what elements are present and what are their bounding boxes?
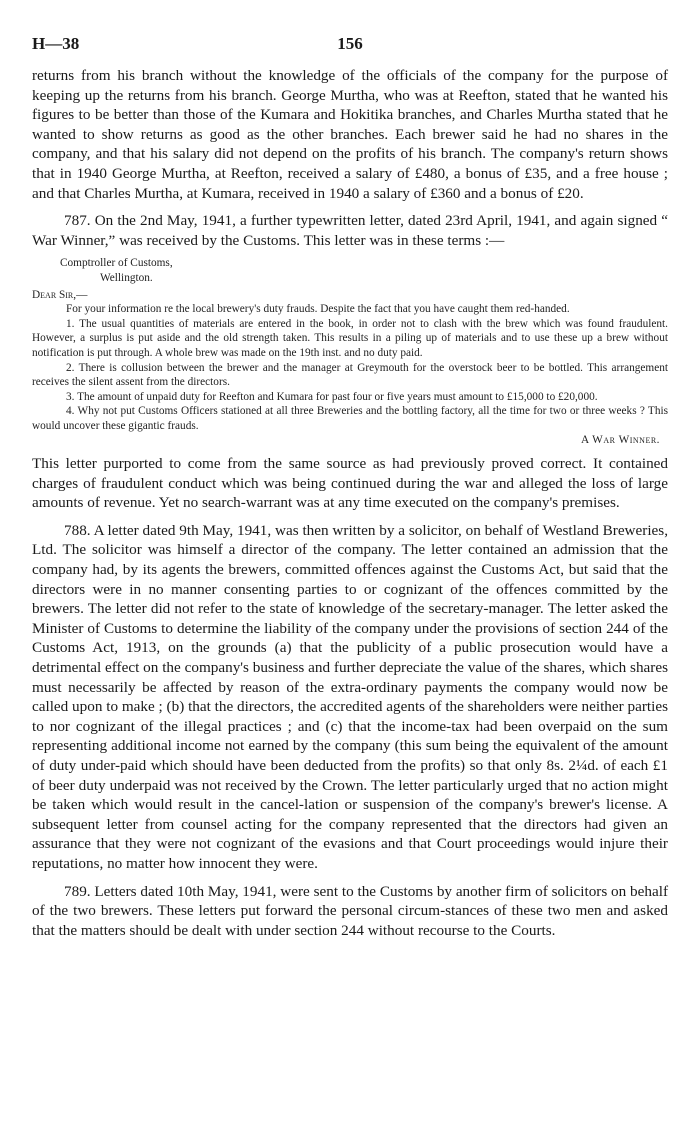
paragraph-787: 787. On the 2nd May, 1941, a further typewritten letter, dated 23rd April, 1941, and again signed “ War Winner,” was received by the Customs. This letter was in these terms :— [32,212,668,249]
letter-intro: For your information re the local brewery's duty frauds. Despite the fact that you have caught them red-handed. [66,303,570,316]
letter-item-4: 4. Why not put Customs Officers stationed at all three Breweries and the bottling factory, all the time for two or three weeks ? This would uncover these gigantic frauds. [32,405,668,432]
letter-item-1: 1. The usual quantities of materials are entered in the book, in order not to clash with the brew which was found fraudulent. However, a surplus is put aside and the old strength taken. This results in a piling up of materials and to use these up a brew without notification is put through. A whole brew was made on the 19th inst. and no duty paid. [32,317,668,359]
letter-addressee: Comptroller of Customs, [60,257,173,270]
paragraph-continued: returns from his branch without the knowledge of the officials of the company for the purpose of keeping up the returns from his branch. George Murtha, who was at Reefton, stated that he wanted his figures to be better than those of the Kumara and Hokitika branches, and Charles Murtha stated that he wanted to show returns as good as the other branches. Each brewer said he had no shares in the company, and that his salary did not depend on the profits of his branch. The company's return shows that in 1940 George Murtha, at Reefton, received a salary of £480, a bonus of £35, and a free house ; and that Charles Murtha, at Kumara, received in 1940 a salary of £360 and a bonus of £20. [32,67,668,202]
letter-signature: A War Winner. [581,434,660,447]
letter-salutation: Dear Sir,— [32,288,88,301]
paragraph-788: 788. A letter dated 9th May, 1941, was then written by a solicitor, on behalf of Westland Breweries, Ltd. The solicitor was himself a director of the company. The letter contained an admission that the company had, by its agents the brewers, committed offences against the Customs Act, but said that the directors were in no manner consenting parties to or cognizant of the offences committed by the brewers. The letter did not refer to the state of knowledge of the secretary-manager. The letter asked the Minister of Customs to determine the liability of the company under the provisions of section 244 of the Customs Act, 1913, on the grounds (a) that the publicity of a public prosecution would have a detrimental effect on the company's business and further depreciate the value of the shares, which shares must necessarily be affected by reason of the extra-ordinary payments the company would now be called upon to make ; (b) that the directors, the accredited agents of the shareholders were neither parties to nor cognizant of the illegal practices ; and (c) that the income-tax had been overpaid on the sum representing additional income not earned by the company (this sum being the equivalent of the amount of duty under-paid which should have been deducted from the profits) so that only 8s. 2¼d. of each £1 of beer duty underpaid was not received by the Crown. The letter particularly urged that no action might be taken which would result in the cancel-lation or suspension of the company's brewer's license. A subsequent letter from counsel acting for the company represented that the directors had given an assurance that they were not cognizant of the evasions and that Court proceedings would injure their reputations, no matter how innocent they were. [32,521,668,872]
quoted-letter [32,256,668,448]
paragraph-789: 789. Letters dated 10th May, 1941, were sent to the Customs by another firm of solicitors on behalf of the two brewers. These letters put forward the personal circum-stances of these two men and asked that the matters should be dealt with under section 244 without recourse to the Courts. [32,882,668,939]
document-reference: H—38 [32,34,80,53]
letter-item-2: 2. There is collusion between the brewer and the manager at Greymouth for the overstock beer to be bottled. This arrangement receives the silent assent from the directors. [32,361,668,389]
letter-addressee-city: Wellington. [100,271,153,284]
letter-item-3: 3. The amount of unpaid duty for Reefton and Kumara for past four or five years must amount to £15,000 to £20,000. [66,390,598,403]
page-number: 156 [337,34,363,53]
paragraph-after-letter: This letter purported to come from the same source as had previously proved correct. It contained charges of fraudulent conduct which was being continued during the war and alleged the loss of large amounts of revenue. Yet no search-warrant was at any time executed on the company's premises. [32,455,668,512]
page-header [32,34,668,58]
